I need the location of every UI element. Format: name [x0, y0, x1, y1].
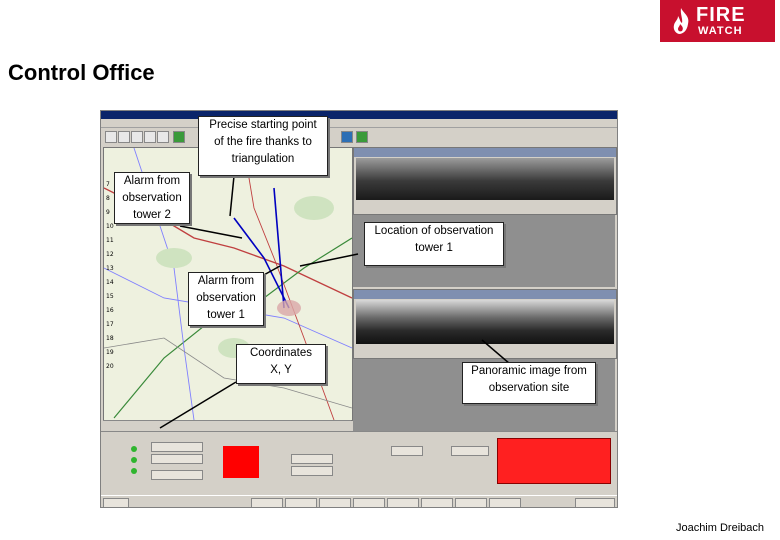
callout-alarm-tower-2: Alarm from observation tower 2	[114, 172, 190, 224]
page-title: Control Office	[8, 60, 155, 85]
callout-triangulation: Precise starting point of the fire thanks to triangulation	[198, 116, 328, 176]
logo-word-fire: FIRE	[696, 4, 746, 26]
callout-alarm-tower-1: Alarm from observation tower 1	[188, 272, 264, 326]
callout-coordinates: Coordinates X, Y	[236, 344, 326, 384]
callout-location-tower-1: Location of observation tower 1	[364, 222, 504, 266]
logo-word-watch: WATCH	[698, 25, 743, 37]
author-credit: Joachim Dreibach	[675, 522, 764, 534]
callout-panoramic-image: Panoramic image from observation site	[462, 362, 596, 404]
map-row-numbers: 7 8 9 10 11 12 13 14 15 16 17 18 19 20	[106, 181, 114, 370]
